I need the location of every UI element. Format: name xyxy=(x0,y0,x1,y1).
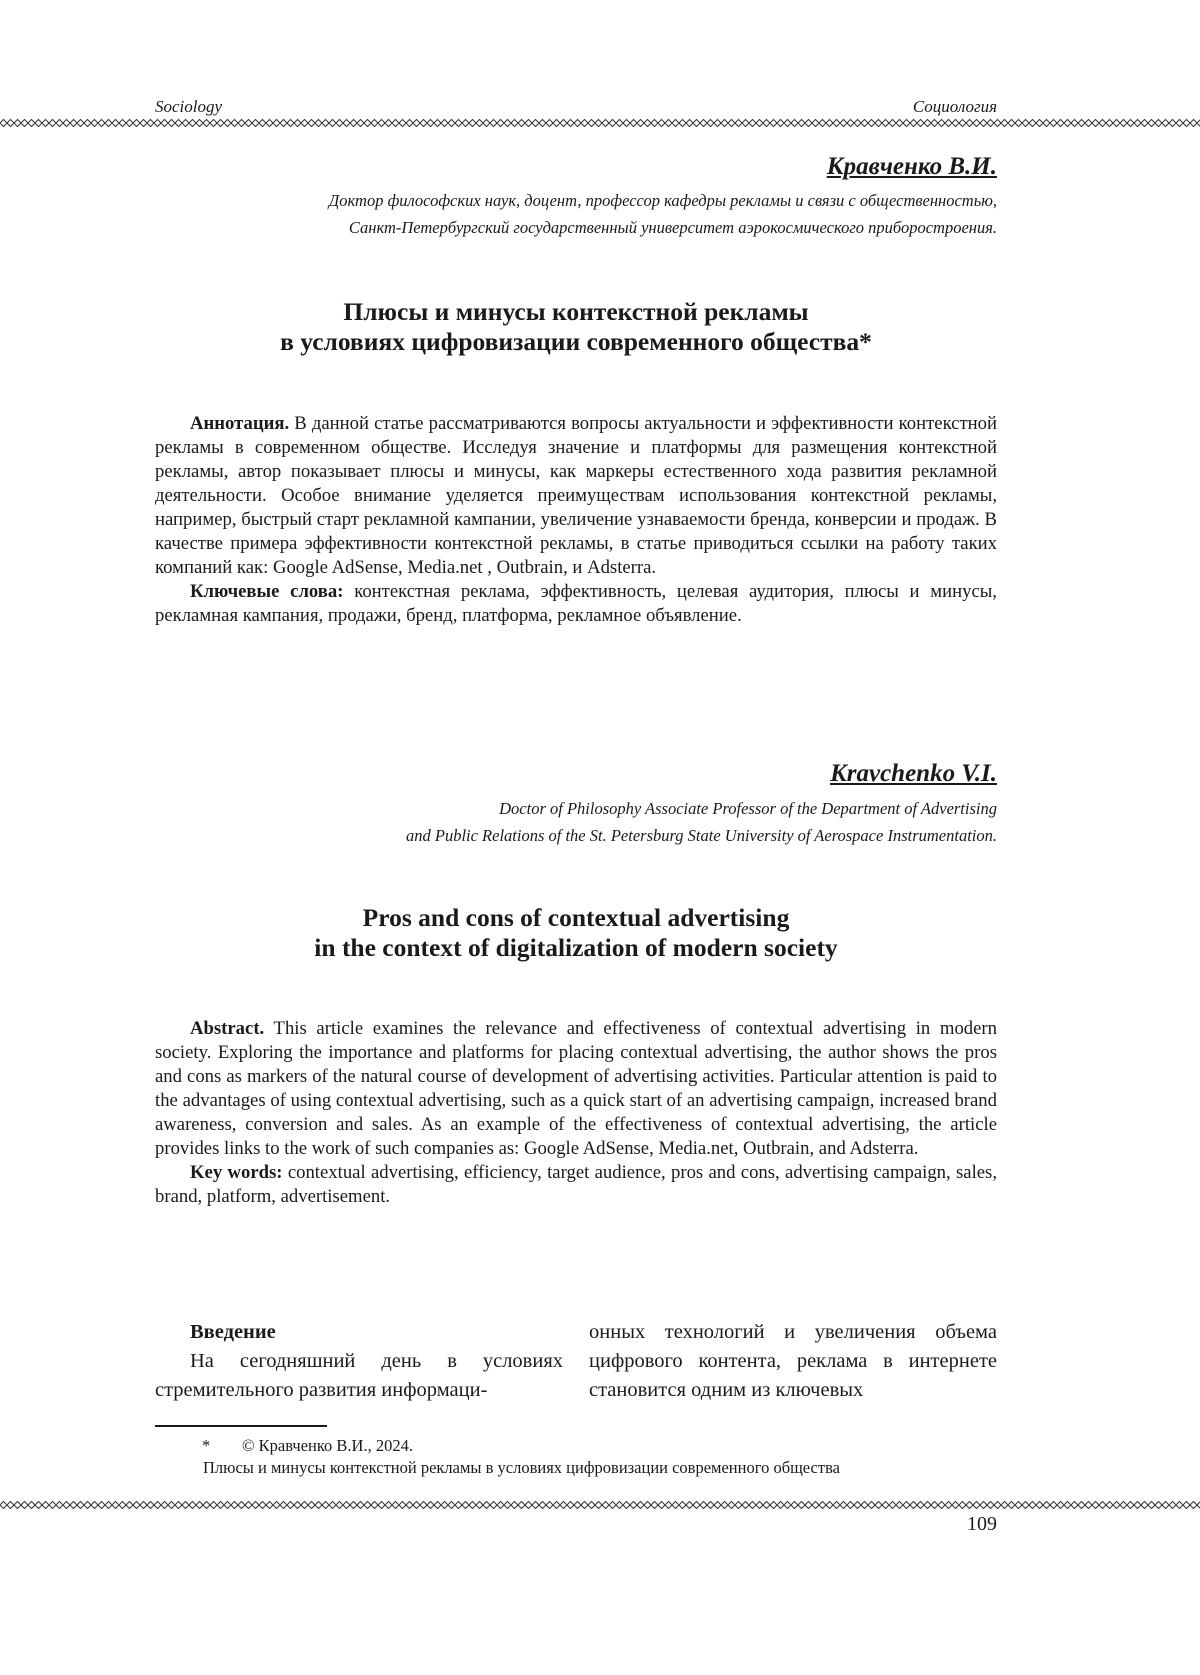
page-number: 109 xyxy=(967,1513,997,1535)
affiliation-line: Санкт-Петербургский государственный университет аэрокосмического приборостроения. xyxy=(348,218,997,237)
author-name-en: Kravchenko V.I. xyxy=(830,760,997,787)
title-line: in the context of digitalization of modern society xyxy=(314,933,838,962)
footnote-rule xyxy=(155,1425,327,1427)
abstract-paragraph xyxy=(155,1017,997,1161)
author-affiliation-ru xyxy=(329,187,997,241)
keywords-paragraph xyxy=(155,580,997,628)
title-line: Pros and cons of contextual advertising xyxy=(362,903,790,932)
abstract-text: This article examines the relevance and effectiveness of contextual advertising in modern society. Exploring the importance and platforms for placing contextual advertising, the author shows the pros and cons as markers of the natural course of development of advertising activities. Particular attention is paid to the advantages of using contextual advertising, such as a quick start of an advertising campaign, increased brand awareness, conversion and sales. As an example of the effectiveness of contextual advertising, the article provides links to the work of such companies as: Google AdSense, Media.net, Outbrain, and Adsterra. xyxy=(155,1018,997,1159)
footnote-copyright: © Кравченко В.И., 2024. xyxy=(242,1436,413,1455)
footnote-marker: * xyxy=(202,1436,211,1455)
body-paragraph: На сегодняшний день в условиях стремительного развития информаци- xyxy=(155,1350,563,1401)
top-ornament-border xyxy=(0,118,1200,128)
author-affiliation-en xyxy=(406,795,997,849)
abstract-text: В данной статье рассматриваются вопросы актуальности и эффективности контекстной рекламы в современном обществе. Исследуя значение и платформы для размещения контекстной рекламы, автор показывает плюсы и минусы, как маркеры естественного хода развития рекламной деятельности. Особое внимание уделяется преимуществам использования контекстной рекламы, например, быстрый старт рекламной кампании, увеличение узнаваемости бренда, конверсии и продаж. В качестве примера эффективности контекстной рекламы, в статье приводиться ссылки на работу таких компаний как: Google AdSense, Media.net , Outbrain, и Adsterra. xyxy=(155,413,997,578)
affiliation-line: and Public Relations of the St. Petersburg State University of Aerospace Instrumentation. xyxy=(405,826,997,845)
abstract-paragraph xyxy=(155,412,997,580)
affiliation-line: Доктор философских наук, доцент, профессор кафедры рекламы и связи с общественностью, xyxy=(328,191,997,210)
ornament-pattern xyxy=(0,1500,1200,1510)
article-title-en xyxy=(155,903,997,963)
abstract-en xyxy=(155,1017,997,1209)
bottom-ornament-border xyxy=(0,1500,1200,1510)
abstract-label: Аннотация. xyxy=(190,413,290,434)
body-paragraph: онных технологий и увеличения объема цифрового контента, реклама в интернете становится одним из ключевых xyxy=(589,1321,997,1401)
running-header-left: Sociology xyxy=(155,97,223,116)
title-line: Плюсы и минусы контекстной рекламы xyxy=(343,297,809,326)
keywords-label: Ключевые слова: xyxy=(190,581,344,602)
title-line: в условиях цифровизации современного общества* xyxy=(280,327,872,356)
keywords-text: контекстная реклама, эффективность, целевая аудитория, плюсы и минусы, рекламная кампания, продажи, бренд, платформа, рекламное объявление. xyxy=(155,581,997,626)
body-right-column xyxy=(589,1318,997,1405)
abstract-ru xyxy=(155,412,997,628)
author-name-ru: Кравченко В.И. xyxy=(826,153,997,180)
keywords-text: contextual advertising, efficiency, target audience, pros and cons, advertising campaign, sales, brand, platform, advertisement. xyxy=(155,1162,997,1207)
keywords-paragraph xyxy=(155,1161,997,1209)
running-header-right: Социология xyxy=(912,97,997,116)
affiliation-line: Doctor of Philosophy Associate Professor of the Department of Advertising xyxy=(499,799,997,818)
footnote-title: Плюсы и минусы контекстной рекламы в условиях цифровизации современного общества xyxy=(203,1458,840,1477)
keywords-label: Key words: xyxy=(190,1162,283,1183)
section-heading: Введение xyxy=(190,1321,276,1343)
abstract-label: Abstract. xyxy=(190,1018,265,1039)
article-title-ru xyxy=(155,297,997,357)
body-left-column xyxy=(155,1318,563,1405)
ornament-pattern xyxy=(0,118,1200,128)
